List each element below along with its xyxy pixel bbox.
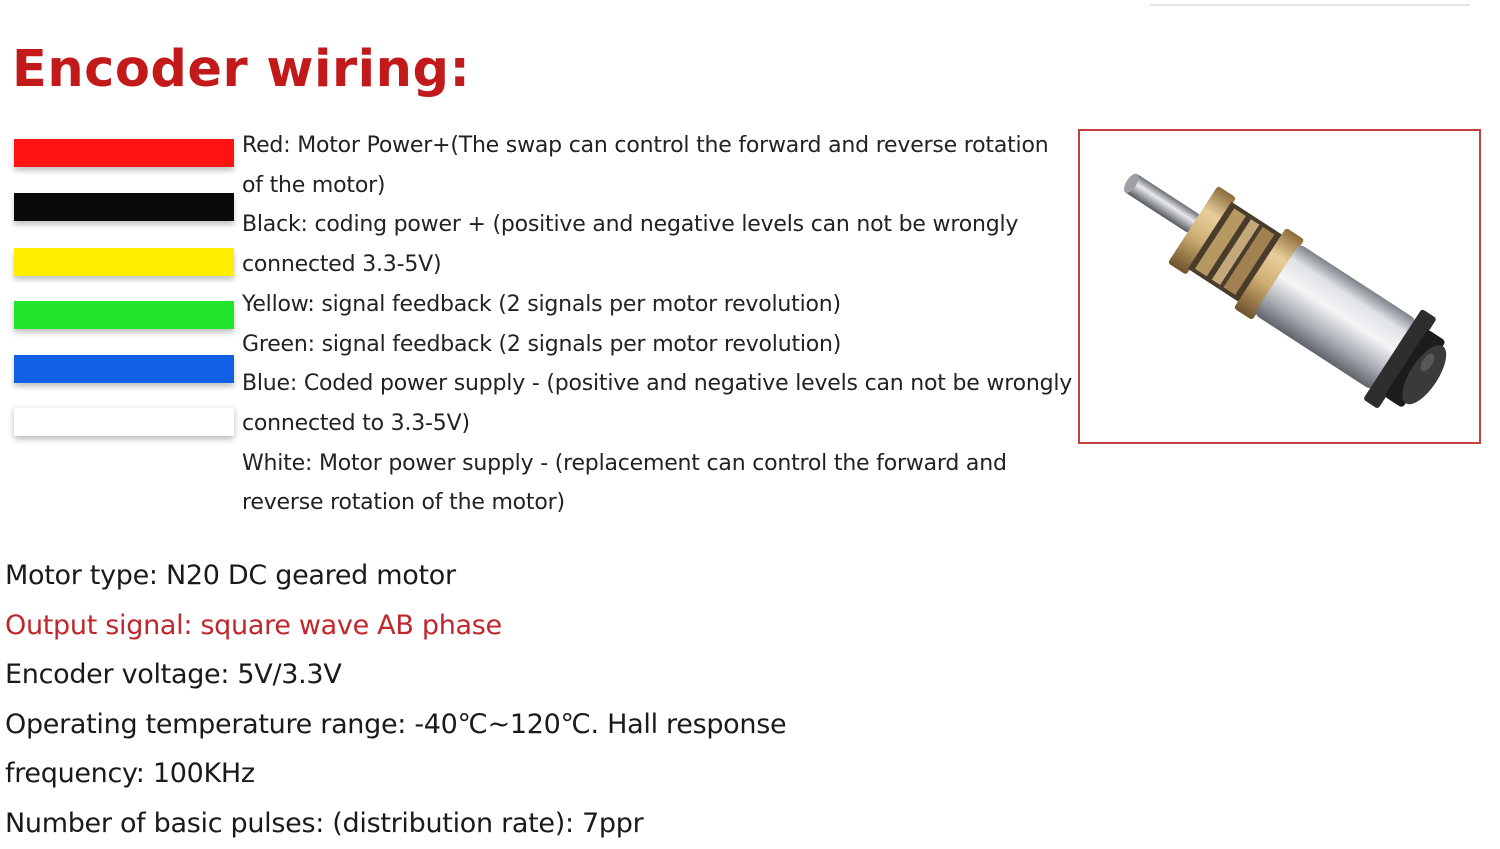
- top-divider: [1150, 4, 1470, 6]
- spec-encoder-voltage: Encoder voltage: 5V/3.3V: [5, 659, 342, 691]
- wiring-line-black-2: connected 3.3-5V): [242, 252, 442, 278]
- wire-swatch-blue: [14, 355, 234, 383]
- spec-output-signal: Output signal: square wave AB phase: [5, 609, 502, 641]
- spec-basic-pulses: Number of basic pulses: (distribution rate): 7ppr: [5, 807, 644, 839]
- wiring-line-black-1: Black: coding power + (positive and negative levels can not be wrongly: [242, 212, 1019, 238]
- spec-operating-temperature: Operating temperature range: -40℃~120℃. Hall response: [5, 708, 787, 740]
- wire-swatch-black: [14, 193, 234, 221]
- wiring-line-white-1: White: Motor power supply - (replacement can control the forward and: [242, 450, 1007, 476]
- wiring-line-white-2: reverse rotation of the motor): [242, 490, 565, 516]
- wire-swatch-yellow: [14, 248, 234, 276]
- wiring-description: [242, 126, 1082, 523]
- wiring-line-blue-1: Blue: Coded power supply - (positive and negative levels can not be wrongly: [242, 371, 1073, 397]
- wire-swatch-red: [14, 139, 234, 167]
- wire-swatch-green: [14, 301, 234, 329]
- spec-list: [5, 551, 786, 849]
- motor-photo-frame: [1078, 129, 1481, 444]
- wiring-line-red-1: Red: Motor Power+(The swap can control the forward and reverse rotation: [242, 133, 1049, 158]
- page-title: Encoder wiring:: [12, 40, 471, 99]
- wiring-line-yellow: Yellow: signal feedback (2 signals per motor revolution): [242, 291, 841, 317]
- motor-illustration: [1080, 131, 1479, 442]
- wire-swatch-white: [14, 407, 234, 436]
- spec-motor-type: Motor type: N20 DC geared motor: [5, 560, 456, 591]
- wiring-line-blue-2: connected to 3.3-5V): [242, 410, 470, 436]
- wiring-line-red-2: of the motor): [242, 172, 386, 198]
- spec-hall-frequency: frequency: 100KHz: [5, 758, 255, 790]
- wiring-line-green: Green: signal feedback (2 signals per motor revolution): [242, 331, 842, 357]
